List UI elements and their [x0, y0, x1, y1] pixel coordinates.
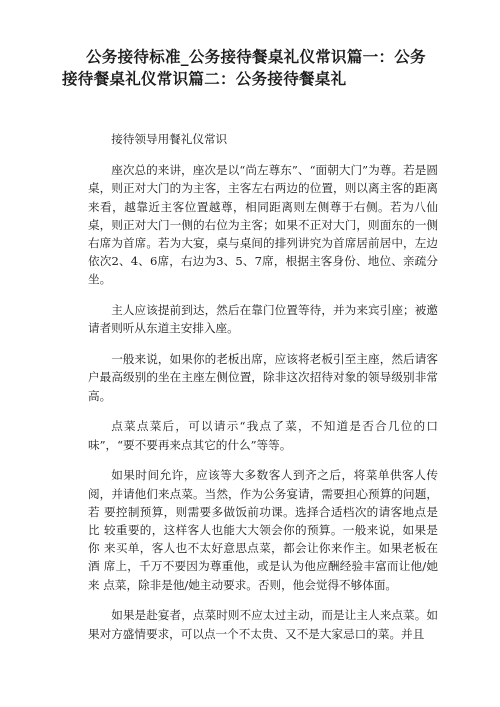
paragraph-host-arrival: 主人应该提前到达，然后在靠门位置等待，并为来宾引座；被邀请者则听从东道主安排入座。 — [88, 303, 438, 336]
paragraph-boss-seating: 一般来说，如果你的老板出席，应该将老板引至主座，然后请客户最高级别的坐在主座左侧位置，除非这次招待对象的领导级别非常高。 — [88, 352, 438, 403]
document-body — [88, 130, 438, 655]
paragraph-ordering-budget: 如果时间允许，应该等大多数客人到齐之后，将菜单供客人传阅，并请他们来点菜。当然，作为公务宴请，需要担心预算的问题，若 要控制预算，则需要多做饭前功课。选择合适档次的请客地点是比 较重要的，这样客人也能大大领会你的预算。一般来说，如果是你 来买单，客人也不太好意思点菜，都会让你来作主。如果老板在酒 席上，千万不要因为尊重他，或是认为他应酬经验丰富而让他/她来 点菜，除非是他/她主动要求。否则，他会觉得不够体面。 — [88, 468, 438, 592]
title-line-1: 公务接待标准_公务接待餐桌礼仪常识篇一：公务 — [86, 47, 426, 66]
paragraph-seating: 座次总的来讲，座次是以“尚左尊东”、“面朝大门”为尊。若是圆桌，则正对大门的为主客，主客左右两边的位置，则以离主客的距离来看，越靠近主客位置越尊，相同距离则左侧尊于右侧。若为八仙桌，则正对大门一侧的右位为主客；如果不正对大门，则面东的一侧右席为首席。若为大宴，桌与桌间的排列讲究为首席居前居中，左边依次2、4、6席，右边为3、5、7席，根据主客身份、地位、亲疏分坐。 — [88, 163, 438, 287]
paragraph-guest-ordering: 如果是赴宴者，点菜时则不应太过主动，而是让主人来点菜。如果对方盛情要求，可以点一个不太贵、又不是大家忌口的菜。并且 — [88, 608, 438, 641]
document-title — [62, 46, 462, 90]
title-line-2: 接待餐桌礼仪常识篇二：公务接待餐桌礼 — [62, 69, 347, 88]
paragraph-ordering-check: 点菜点菜后，可以请示“我点了菜，不知道是否合几位的口味”，“要不要再来点其它的什么”等等。 — [88, 419, 438, 452]
section-heading: 接待领导用餐礼仪常识 — [111, 132, 228, 146]
